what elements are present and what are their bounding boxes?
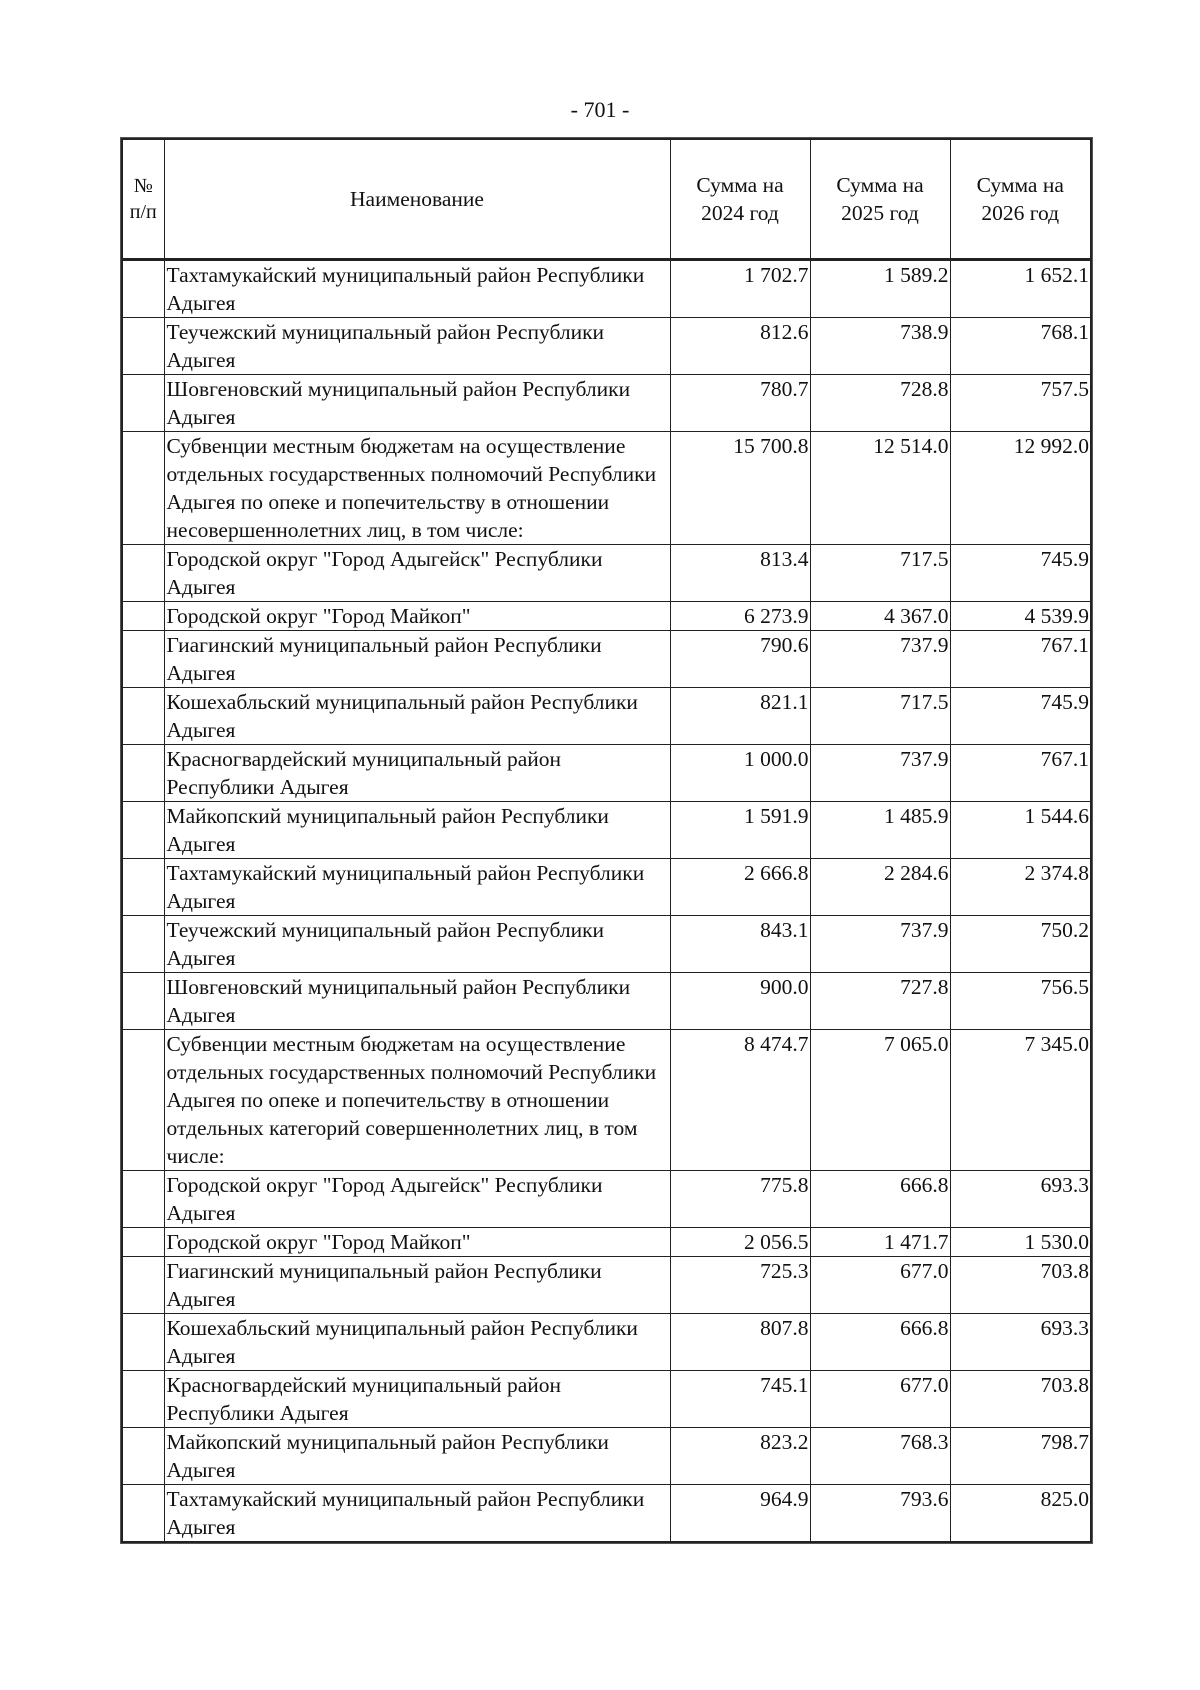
- page-number: - 701 -: [570, 97, 630, 122]
- row-amount-2024-cell: 821.1: [670, 688, 810, 745]
- row-amount-2025-cell: 738.9: [810, 318, 950, 375]
- row-amount-2025-cell: 666.8: [810, 1171, 950, 1228]
- row-amount-2026-cell: 4 539.9: [950, 602, 1091, 631]
- row-amount-2024-cell: 2 666.8: [670, 859, 810, 916]
- row-number-cell: [122, 1485, 164, 1543]
- table-row: [122, 1228, 1091, 1257]
- row-number-cell: [122, 916, 164, 973]
- row-amount-2024-cell: 790.6: [670, 631, 810, 688]
- row-amount-2024-cell: 2 056.5: [670, 1228, 810, 1257]
- budget-table: [121, 138, 1092, 1543]
- row-number-cell: [122, 631, 164, 688]
- table-row: [122, 318, 1091, 375]
- row-amount-2024-cell: 745.1: [670, 1371, 810, 1428]
- table-row: [122, 1371, 1091, 1428]
- column-header-2026: Сумма на 2026 год: [950, 139, 1091, 260]
- row-amount-2026-cell: 768.1: [950, 318, 1091, 375]
- row-amount-2026-cell: 798.7: [950, 1428, 1091, 1485]
- row-name-cell: Городской округ "Город Адыгейск" Республики Адыгея: [164, 545, 670, 602]
- row-amount-2025-cell: 717.5: [810, 545, 950, 602]
- row-name-cell: Гиагинский муниципальный район Республики Адыгея: [164, 631, 670, 688]
- column-header-name: Наименование: [164, 139, 670, 260]
- row-amount-2024-cell: 6 273.9: [670, 602, 810, 631]
- row-number-cell: [122, 745, 164, 802]
- row-amount-2026-cell: 693.3: [950, 1171, 1091, 1228]
- row-amount-2025-cell: 728.8: [810, 375, 950, 432]
- row-name-cell: Тахтамукайский муниципальный район Республики Адыгея: [164, 859, 670, 916]
- row-amount-2024-cell: 780.7: [670, 375, 810, 432]
- column-header-number: № п/п: [122, 139, 164, 260]
- row-number-cell: [122, 602, 164, 631]
- row-amount-2026-cell: 2 374.8: [950, 859, 1091, 916]
- row-amount-2025-cell: 717.5: [810, 688, 950, 745]
- table-row: [122, 375, 1091, 432]
- row-number-cell: [122, 1314, 164, 1371]
- row-amount-2025-cell: 727.8: [810, 973, 950, 1030]
- row-amount-2026-cell: 703.8: [950, 1257, 1091, 1314]
- row-amount-2024-cell: 823.2: [670, 1428, 810, 1485]
- row-amount-2025-cell: 12 514.0: [810, 432, 950, 545]
- row-name-cell: Майкопский муниципальный район Республики Адыгея: [164, 1428, 670, 1485]
- row-amount-2025-cell: 737.9: [810, 631, 950, 688]
- row-name-cell: Теучежский муниципальный район Республики Адыгея: [164, 318, 670, 375]
- table-row: [122, 802, 1091, 859]
- row-amount-2025-cell: 666.8: [810, 1314, 950, 1371]
- row-name-cell: Субвенции местным бюджетам на осуществление отдельных государственных полномочий Республики Адыгея по опеке и попечительству в отношении несовершеннолетних лиц, в том числе:: [164, 432, 670, 545]
- row-amount-2026-cell: 12 992.0: [950, 432, 1091, 545]
- row-amount-2026-cell: 757.5: [950, 375, 1091, 432]
- row-amount-2026-cell: 825.0: [950, 1485, 1091, 1543]
- row-amount-2024-cell: 843.1: [670, 916, 810, 973]
- row-number-cell: [122, 1428, 164, 1485]
- table-header: [122, 139, 1091, 260]
- row-amount-2024-cell: 812.6: [670, 318, 810, 375]
- row-amount-2025-cell: 4 367.0: [810, 602, 950, 631]
- table-row: [122, 545, 1091, 602]
- row-name-cell: Шовгеновский муниципальный район Республики Адыгея: [164, 973, 670, 1030]
- row-amount-2025-cell: 768.3: [810, 1428, 950, 1485]
- row-name-cell: Кошехабльский муниципальный район Республики Адыгея: [164, 1314, 670, 1371]
- row-number-cell: [122, 802, 164, 859]
- row-amount-2025-cell: 1 485.9: [810, 802, 950, 859]
- row-name-cell: Теучежский муниципальный район Республики Адыгея: [164, 916, 670, 973]
- row-amount-2025-cell: 1 471.7: [810, 1228, 950, 1257]
- row-number-cell: [122, 432, 164, 545]
- column-header-2024: Сумма на 2024 год: [670, 139, 810, 260]
- row-amount-2025-cell: 737.9: [810, 916, 950, 973]
- row-name-cell: Гиагинский муниципальный район Республики Адыгея: [164, 1257, 670, 1314]
- row-amount-2025-cell: 2 284.6: [810, 859, 950, 916]
- row-name-cell: Городской округ "Город Майкоп": [164, 1228, 670, 1257]
- table-row: [122, 1030, 1091, 1171]
- row-number-cell: [122, 545, 164, 602]
- row-amount-2026-cell: 703.8: [950, 1371, 1091, 1428]
- row-amount-2025-cell: 737.9: [810, 745, 950, 802]
- row-name-cell: Тахтамукайский муниципальный район Республики Адыгея: [164, 260, 670, 318]
- row-number-cell: [122, 688, 164, 745]
- row-amount-2026-cell: 7 345.0: [950, 1030, 1091, 1171]
- row-name-cell: Красногвардейский муниципальный район Республики Адыгея: [164, 1371, 670, 1428]
- row-name-cell: Красногвардейский муниципальный район Республики Адыгея: [164, 745, 670, 802]
- table-row: [122, 631, 1091, 688]
- table-row: [122, 602, 1091, 631]
- table-row: [122, 973, 1091, 1030]
- row-amount-2025-cell: 677.0: [810, 1257, 950, 1314]
- row-amount-2024-cell: 1 000.0: [670, 745, 810, 802]
- table-row: [122, 745, 1091, 802]
- row-amount-2026-cell: 1 544.6: [950, 802, 1091, 859]
- row-number-cell: [122, 1228, 164, 1257]
- row-amount-2024-cell: 813.4: [670, 545, 810, 602]
- row-amount-2026-cell: 693.3: [950, 1314, 1091, 1371]
- row-amount-2026-cell: 1 652.1: [950, 260, 1091, 318]
- table-row: [122, 432, 1091, 545]
- row-number-cell: [122, 859, 164, 916]
- table-row: [122, 1428, 1091, 1485]
- table-row: [122, 260, 1091, 318]
- row-amount-2025-cell: 677.0: [810, 1371, 950, 1428]
- table-row: [122, 1485, 1091, 1543]
- row-amount-2026-cell: 767.1: [950, 631, 1091, 688]
- column-header-2025: Сумма на 2025 год: [810, 139, 950, 260]
- table-header-row: [122, 139, 1091, 260]
- row-name-cell: Тахтамукайский муниципальный район Республики Адыгея: [164, 1485, 670, 1543]
- budget-table-container: [121, 138, 1090, 1543]
- row-number-cell: [122, 1030, 164, 1171]
- row-name-cell: Городской округ "Город Адыгейск" Республики Адыгея: [164, 1171, 670, 1228]
- table-row: [122, 688, 1091, 745]
- row-amount-2024-cell: 8 474.7: [670, 1030, 810, 1171]
- row-amount-2026-cell: 1 530.0: [950, 1228, 1091, 1257]
- row-amount-2024-cell: 964.9: [670, 1485, 810, 1543]
- row-number-cell: [122, 1371, 164, 1428]
- table-row: [122, 1171, 1091, 1228]
- row-amount-2024-cell: 725.3: [670, 1257, 810, 1314]
- row-amount-2024-cell: 1 591.9: [670, 802, 810, 859]
- table-row: [122, 859, 1091, 916]
- row-amount-2024-cell: 807.8: [670, 1314, 810, 1371]
- row-name-cell: Субвенции местным бюджетам на осуществление отдельных государственных полномочий Республики Адыгея по опеке и попечительству в отношении отдельных категорий совершеннолетних лиц, в том числе:: [164, 1030, 670, 1171]
- row-amount-2025-cell: 1 589.2: [810, 260, 950, 318]
- row-name-cell: Майкопский муниципальный район Республики Адыгея: [164, 802, 670, 859]
- row-number-cell: [122, 973, 164, 1030]
- row-amount-2026-cell: 756.5: [950, 973, 1091, 1030]
- table-body: [122, 260, 1091, 1543]
- row-amount-2026-cell: 745.9: [950, 688, 1091, 745]
- row-number-cell: [122, 318, 164, 375]
- row-amount-2024-cell: 900.0: [670, 973, 810, 1030]
- row-amount-2026-cell: 745.9: [950, 545, 1091, 602]
- row-amount-2024-cell: 775.8: [670, 1171, 810, 1228]
- row-name-cell: Кошехабльский муниципальный район Республики Адыгея: [164, 688, 670, 745]
- row-number-cell: [122, 375, 164, 432]
- row-name-cell: Шовгеновский муниципальный район Республики Адыгея: [164, 375, 670, 432]
- row-name-cell: Городской округ "Город Майкоп": [164, 602, 670, 631]
- row-amount-2024-cell: 15 700.8: [670, 432, 810, 545]
- row-amount-2026-cell: 767.1: [950, 745, 1091, 802]
- row-amount-2026-cell: 750.2: [950, 916, 1091, 973]
- row-number-cell: [122, 1257, 164, 1314]
- row-amount-2024-cell: 1 702.7: [670, 260, 810, 318]
- table-row: [122, 916, 1091, 973]
- table-row: [122, 1257, 1091, 1314]
- row-number-cell: [122, 1171, 164, 1228]
- row-amount-2025-cell: 793.6: [810, 1485, 950, 1543]
- row-amount-2025-cell: 7 065.0: [810, 1030, 950, 1171]
- table-row: [122, 1314, 1091, 1371]
- row-number-cell: [122, 260, 164, 318]
